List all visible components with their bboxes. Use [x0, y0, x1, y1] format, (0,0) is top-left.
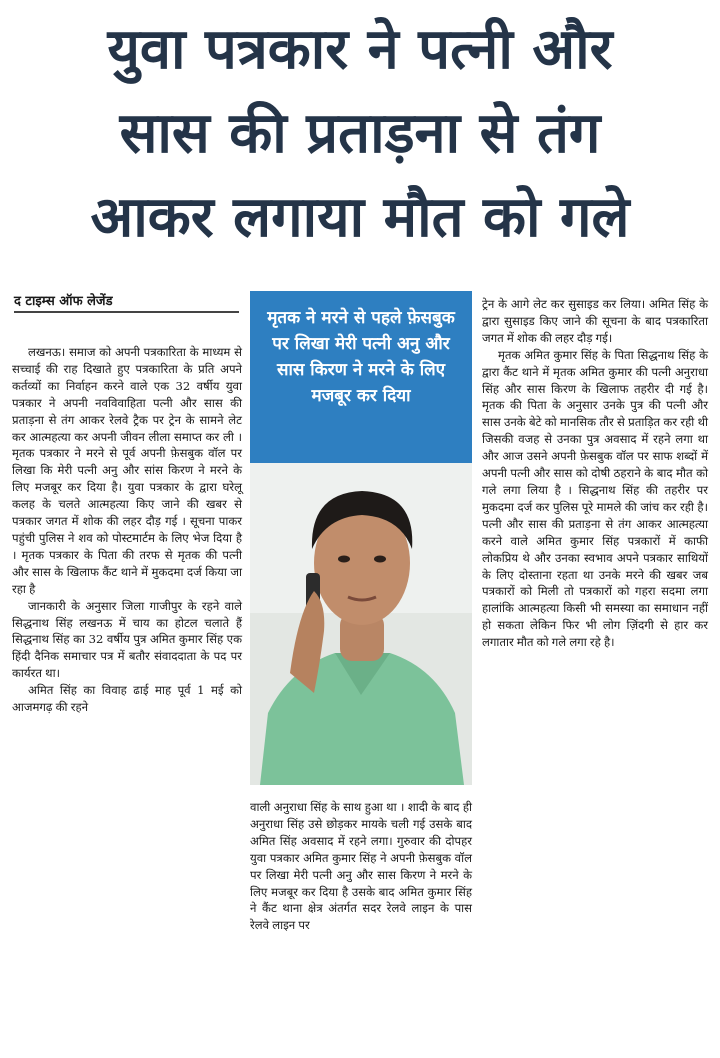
paragraph: मृतक अमित कुमार सिंह के पिता सिद्धनाथ सिंह के द्वारा कैंट थाने में मृतक अमित कुमार की पत्नी अनुराधा सिंह और सास किरण के खिलाफ तहरीर दी गई है। मृतक की पिता के अनुसार उनके पुत्र की पत्नी और सास उनके बेटे को मानसिक तौर से प्रताड़ित कर रही थी जिसकी वजह से उनका पुत्र अवसाद में रहने लगा था और आज उसने अपनी फ़ेसबुक वॉल पर साफ शब्दों में अपनी पत्नी और सास को दोषी ठहराने के बाद मौत को गले लगा लिया है । सिद्धनाथ सिंह की तहरीर पर मुकदमा दर्ज कर पुलिस पूरे मामले की जांच कर रही है। पत्नी और सास की प्रताड़ना से तंग आकर आत्महत्या करने वाले अमित कुमार सिंह पत्रकारों में काफी लोकप्रिय थे और उनका स्वभाव अपने पत्रकार साथियों के लिए दोस्ताना रहता था उनके मरने की खबर जब पत्रकारों को मिली तो पत्रकारों को गहरा सदमा लगा हालांकि आत्महत्या किसी भी समस्या का समाधान नहीं हो सकता लेकिन फिर भी लोग ज़िंदगी से हार कर लगातार मौत को गले लगा रहे है। — [482, 347, 708, 650]
paragraph: जानकारी के अनुसार जिला गाजीपुर के रहने वाले सिद्धनाथ सिंह लखनऊ में चाय का होटल चलाते हैं सिद्धनाथ सिंह का 32 वर्षीय पुत्र अमित कुमार सिंह एक हिंदी दैनिक समाचार पत्र में बतौर संवाददाता के पद पर कार्यरत था। — [12, 598, 242, 681]
journalist-photo — [250, 463, 472, 785]
paragraph: लखनऊ। समाज को अपनी पत्रकारिता के माध्यम से सच्चाई की राह दिखाते हुए पत्रकारिता के प्रति अपने कर्तव्यों का निर्वाहन करने वाले एक 32 वर्षीय युवा पत्रकार ने अपनी नवविवाहिता पत्नी और सास की प्रताड़ना से तंग आकर रेलवे ट्रैक पर ट्रेन के सामने लेट कर आत्महत्या कर अपनी जीवन लीला समाप्त कर ली । मृतक पत्रकार ने मरने से पूर्व अपनी फ़ेसबुक वॉल पर लिखा कि मेरी पत्नी अनु और सांस किरण ने मरने के लिए मजबूर कर दिया है। युवा पत्रकार के द्वारा घरेलू कलह के चलते आत्महत्या किए जाने की खबर से पत्रकार जगत में शोक की लहर दौड़ गई । सूचना पाकर पहुंची पुलिस ने शव को पोस्टमार्टम के लिए भेज दिया है । मृतक पत्रकार के पिता की तरफ से मृतक की पत्नी और सास के खिलाफ कैंट थाने में मुकदमा दर्ज किया जा रहा है — [12, 345, 242, 596]
byline: द टाइम्स ऑफ लेजेंड — [14, 291, 239, 313]
portrait-illustration — [250, 463, 472, 785]
headline-line-2: सास की प्रताड़ना से तंग — [119, 101, 601, 166]
article-column-1 — [12, 344, 242, 1050]
article-column-2 — [250, 799, 472, 1051]
paragraph: वाली अनुराधा सिंह के साथ हुआ था । शादी के बाद ही अनुराधा सिंह उसे छोड़कर मायके चली गई उसके बाद अमित सिंह अवसाद में रहने लगा। गुरुवार की दोपहर युवा पत्रकार अमित कुमार सिंह ने अपनी फ़ेसबुक वॉल पर लिखा मेरी पत्नी अनु और सास किरण ने मरने के लिए मजबूर कर दिया है उसके बाद अमित कुमार सिंह ने कैंट थाना क्षेत्र अंतर्गत सदर रेलवे लाइन के पास रेलवे लाइन पर — [250, 800, 472, 933]
article-column-3 — [482, 296, 708, 1051]
pull-quote-box: मृतक ने मरने से पहले फ़ेसबुक पर लिखा मेरी पत्नी अनु और सास किरण ने मरने के लिए मजबूर कर दिया — [250, 291, 472, 463]
paragraph: ट्रेन के आगे लेट कर सुसाइड कर लिया। अमित सिंह के द्वारा सुसाइड किए जाने की सूचना के बाद पत्रकारिता जगत में शोक की लहर दौड़ गई। — [482, 297, 708, 345]
paragraph: अमित सिंह का विवाह ढाई माह पूर्व 1 मई को आजमगढ़ की रहने — [12, 683, 242, 715]
headline-line-3: आकर लगाया मौत को गले — [90, 185, 630, 250]
headline-line-1: युवा पत्रकार ने पत्नी और — [107, 17, 613, 82]
headline — [0, 8, 720, 270]
